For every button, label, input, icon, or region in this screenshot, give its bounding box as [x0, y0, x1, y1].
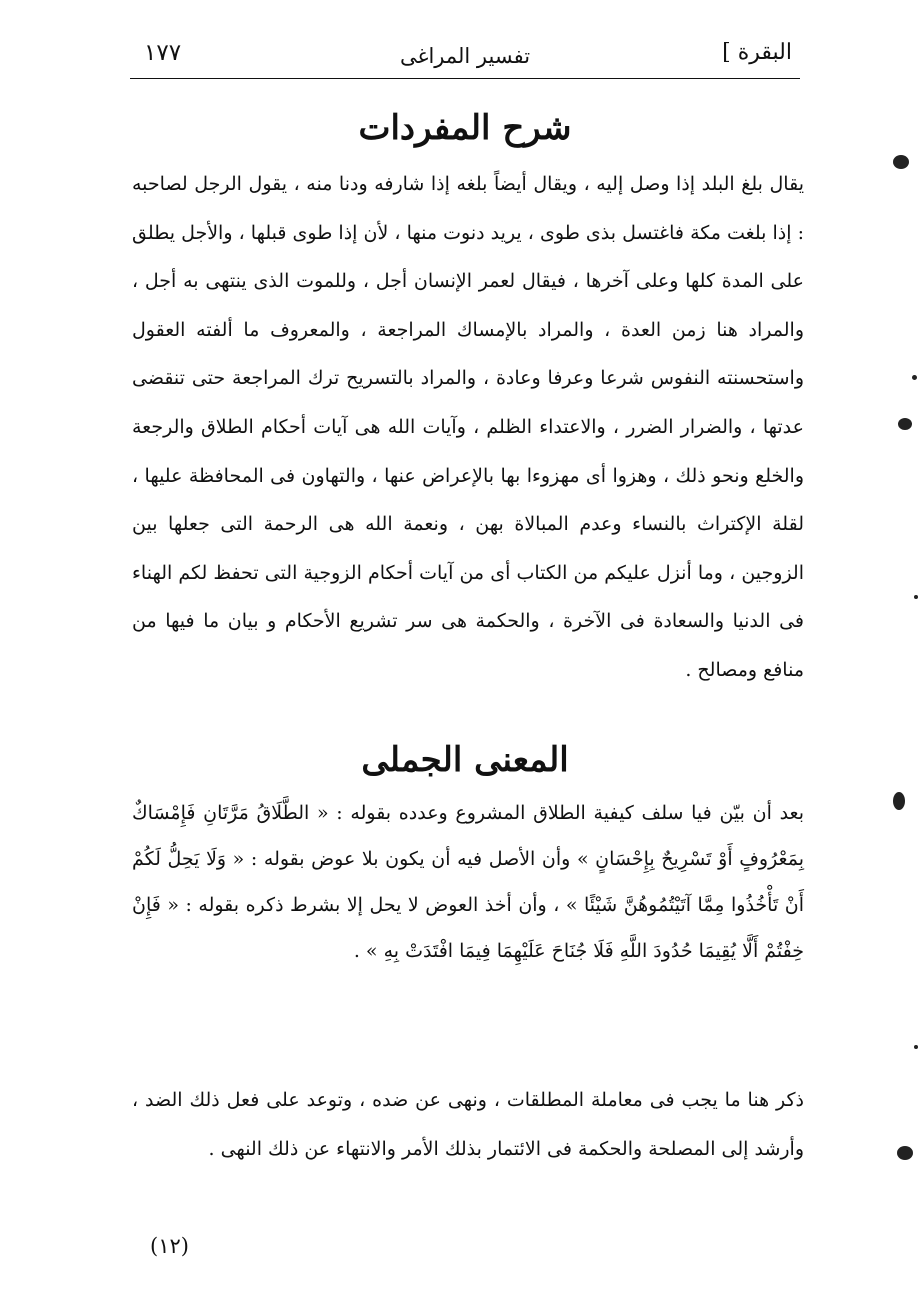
surah-name: البقرة ] [722, 40, 792, 65]
ink-speck [914, 595, 918, 599]
signature-mark: (١٢) [150, 1234, 189, 1258]
ink-blot [893, 792, 905, 810]
page-header [130, 30, 800, 80]
ink-blot [893, 155, 909, 169]
section-heading-vocabulary: شرح المفردات [358, 108, 572, 148]
general-meaning-paragraph-1: بعد أن بيّن فيا سلف كيفية الطلاق المشروع وعدده بقوله : « الطَّلَاقُ مَرَّتَانِ فَإِمْسَاكٌ بِمَعْرُوفٍ أَوْ تَسْرِيحٌ بِإِحْسَانٍ » وأن الأصل فيه أن يكون بلا عوض بقوله : « وَلَا يَحِلُّ لَكُمْ أَنْ تَأْخُذُوا مِمَّا آتَيْتُمُوهُنَّ شَيْئًا » ، وأن أخذ العوض لا يحل إلا بشرط ذكره بقوله : « فَإِنْ خِفْتُمْ أَلَّا يُقِيمَا حُدُودَ اللَّهِ فَلَا جُنَاحَ عَلَيْهِمَا فِيمَا افْتَدَتْ بِهِ » . [132, 802, 804, 962]
ink-speck [914, 1045, 918, 1049]
header-rule [130, 78, 800, 79]
ink-speck [912, 375, 917, 380]
general-meaning-paragraph-2: ذكر هنا ما يجب فى معاملة المطلقات ، ونهى عن ضده ، وتوعد على فعل ذلك الضد ، وأرشد إلى المصلحة والحكمة فى الائتمار بذلك الأمر والانتهاء عن ذلك النهى . [132, 1089, 804, 1160]
page-number: ١٧٧ [144, 40, 182, 66]
ink-blot [898, 418, 912, 430]
section-heading-general-meaning: المعنى الجملى [361, 740, 569, 780]
vocabulary-paragraph: يقال بلغ البلد إذا وصل إليه ، ويقال أيضاً بلغه إذا شارفه ودنا منه ، يقول الرجل لصاحبه : إذا بلغت مكة فاغتسل بذى طوى ، يريد دنوت منها ، لأن إذا طوى قبلها ، والأجل يطلق على المدة كلها وعلى آخرها ، فيقال لعمر الإنسان أجل ، وللموت الذى ينتهى به أجل ، والمراد هنا زمن العدة ، والمراد بالإمساك المراجعة ، والمعروف ما ألفته العقول واستحسنته النفوس شرعا وعرفا وعادة ، والمراد بالتسريح ترك المراجعة حتى تنقضى عدتها ، والضرار الضرر ، والاعتداء الظلم ، وآيات الله هى آيات أحكام الطلاق والرجعة والخلع ونحو ذلك ، وهزوا أى مهزوءا بها بالإعراض عنها ، والتهاون فى المحافظة عليها ، لقلة الإكتراث بالنساء وعدم المبالاة بهن ، ونعمة الله هى الرحمة التى جعلها بين الزوجين ، وما أنزل عليكم من الكتاب أى من آيات أحكام الزوجية التى تحفظ لكم الهناء فى الدنيا والسعادة فى الآخرة ، والحكمة هى سر تشريع الأحكام و بيان ما فيها من منافع ومصالح . [132, 173, 804, 681]
ink-blot [897, 1146, 913, 1160]
book-title: تفسير المراغى [399, 44, 531, 68]
